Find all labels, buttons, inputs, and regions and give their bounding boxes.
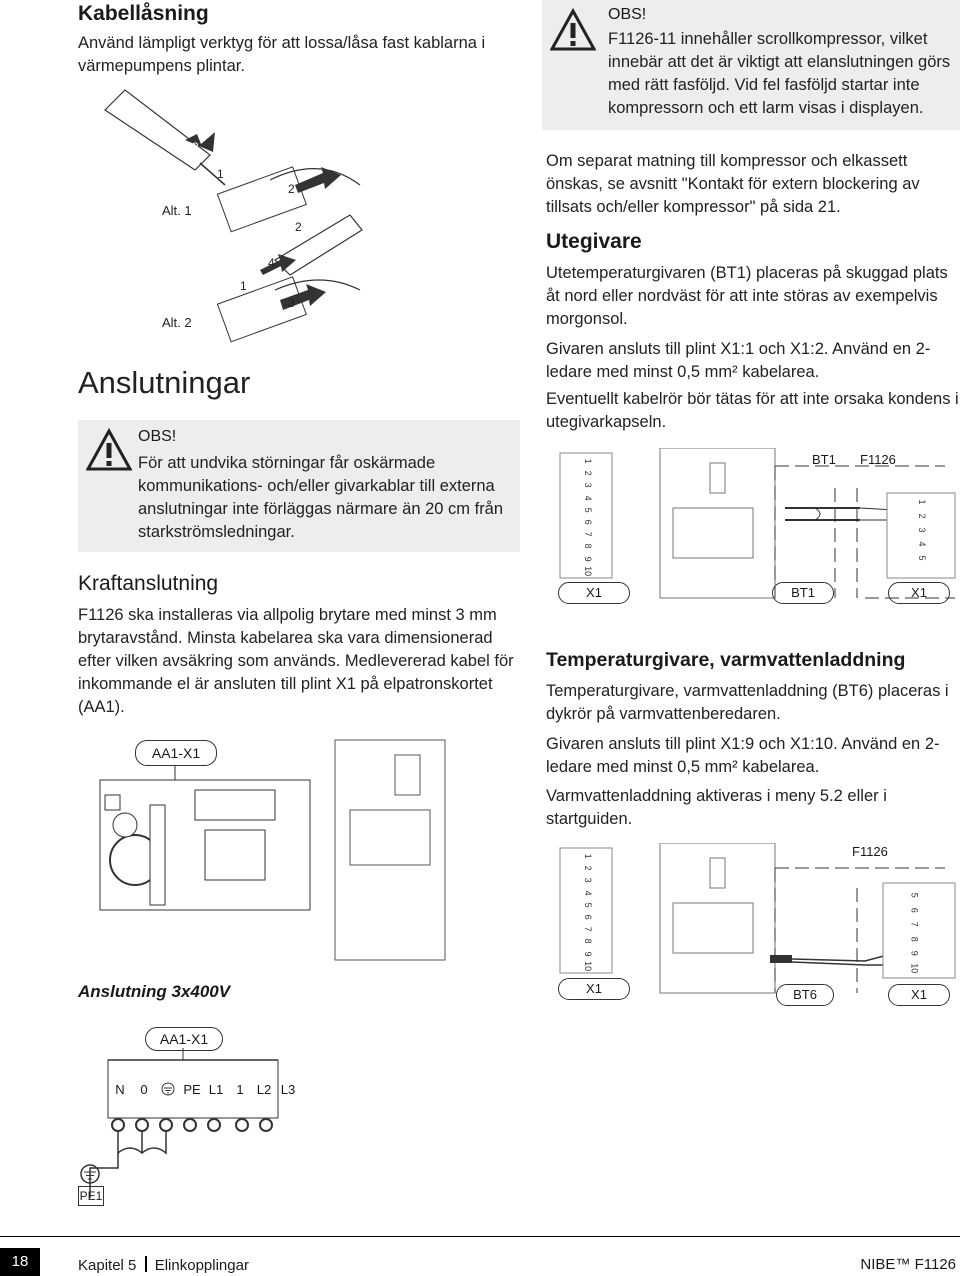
terminal-number: 8 (583, 543, 594, 549)
x1-left-label: X1 (558, 978, 630, 1000)
step-number: 4 (268, 256, 275, 270)
bt1-box-label: BT1 (772, 582, 834, 604)
screw-icon (208, 1119, 220, 1131)
terminal-number: 2 (583, 865, 594, 871)
kraftanslutning-text: F1126 ska installeras via allpolig brytare med minst 3 mm brytaravstånd. Minsta kabelarea ska vara dimensionerad efter vilken avsäkring som används. Medlevererad kabel för inkommande el är ansluten till plint X1 på elpatronskortet (AA1). (78, 606, 514, 716)
obs-warning-box-compressor (542, 0, 960, 130)
temperaturgivare-p2: Givaren ansluts till plint X1:9 och X1:10. Använd en 2-ledare med minst 0,5 mm² kabelarea. (546, 735, 940, 776)
terminal-number: 9 (583, 951, 594, 957)
x1-right-label: X1 (888, 582, 950, 604)
x1-left-label: X1 (558, 582, 630, 604)
utegivare-p2: Givaren ansluts till plint X1:1 och X1:2. Använd en 2-ledare med minst 0,5 mm² kabelarea. (546, 340, 931, 381)
warning-triangle-icon (86, 428, 132, 472)
kabellasning-title: Kabellåsning (78, 2, 209, 25)
terminal-ground (156, 1082, 180, 1099)
utegivare-title: Utegivare (546, 230, 642, 253)
kraftanslutning-title: Kraftanslutning (78, 572, 219, 595)
terminal-numbers-left-2 (578, 850, 598, 972)
step-number: 1 (217, 167, 224, 181)
alt1-label: Alt. 1 (162, 203, 192, 218)
screwdriver-icon (105, 90, 225, 185)
terminal-number: 4 (583, 890, 594, 896)
footer-chapter (78, 1256, 249, 1274)
obs-title: OBS! (608, 6, 647, 23)
obs-title: OBS! (138, 428, 177, 445)
terminal-PE: PE (183, 1082, 201, 1097)
utegivare-p1: Utetemperaturgivaren (BT1) placeras på skuggad plats åt nord eller nordväst för att inte störas av exempelvis morgonsol. (546, 264, 948, 328)
terminal-number: 7 (909, 921, 920, 927)
terminal-number: 7 (583, 531, 594, 537)
terminal-0: 0 (140, 1082, 148, 1097)
terminal-number: 7 (583, 926, 594, 932)
terminal-L1: L1 (208, 1082, 224, 1097)
f1126-label: F1126 (860, 452, 896, 467)
terminal-numbers-right-2 (904, 888, 924, 975)
terminal-number: 10 (583, 565, 594, 576)
screw-icon (184, 1119, 196, 1131)
anslutning-3x400v-title: Anslutning 3x400V (78, 982, 231, 1001)
terminal-number: 10 (583, 960, 594, 971)
terminal-number: 3 (917, 527, 927, 533)
terminal-number: 2 (917, 513, 927, 519)
terminal-number: 8 (909, 936, 920, 942)
terminal-number: 9 (583, 556, 594, 562)
terminal-N: N (115, 1082, 125, 1097)
step-number: 3 (192, 140, 199, 154)
terminal-block-icon (217, 167, 306, 232)
terminal-row (108, 1082, 300, 1099)
step-number: 2 (295, 220, 302, 234)
page-number: 18 (0, 1248, 40, 1276)
terminal-number: 5 (583, 902, 594, 908)
pe1-label: PE1 (78, 1186, 104, 1206)
terminal-number: 3 (583, 482, 594, 488)
warning-triangle-icon (550, 8, 596, 52)
terminal-number: 6 (583, 519, 594, 525)
terminal-number: 3 (583, 877, 594, 883)
step-number: 1 (240, 279, 247, 293)
footer-brand: NIBE™ F1126 (860, 1256, 956, 1273)
terminal-number: 4 (583, 495, 594, 501)
step-number: 3 (288, 296, 295, 310)
terminal-L2: L2 (256, 1082, 272, 1097)
terminal-number: 10 (909, 962, 920, 973)
chapter-label: Kapitel 5 (78, 1257, 137, 1274)
screw-icon (260, 1119, 272, 1131)
kabellasning-text: Använd lämpligt verktyg för att lossa/låsa fast kablarna i värmepumpens plintar. (78, 34, 486, 75)
terminal-numbers-left-1 (578, 455, 598, 577)
terminal-number: 9 (909, 950, 920, 956)
board-label: AA1-X1 (135, 740, 217, 766)
screw-icon (160, 1119, 172, 1131)
terminal-number: 6 (909, 907, 920, 913)
electrical-board-figure (95, 735, 450, 965)
terminal-wiring-figure (78, 1048, 308, 1198)
alt2-label: Alt. 2 (162, 315, 192, 330)
bt6-box-label: BT6 (776, 984, 834, 1006)
terminal-L3: L3 (280, 1082, 296, 1097)
ground-icon (161, 1082, 175, 1096)
terminal-number: 5 (583, 507, 594, 513)
obs-text: F1126-11 innehåller scrollkompressor, vilket innebär att det är viktigt att elanslutningen görs med rätt fasföljd. Vid fel fasföljd startar inte kompressorn och ett larm visas i displayen. (608, 30, 951, 117)
x1-right-label: X1 (888, 984, 950, 1006)
section-label: Elinkopplingar (154, 1257, 249, 1274)
step-number: 2 (288, 182, 295, 196)
obs-warning-box (78, 420, 520, 552)
terminal-number: 5 (917, 555, 927, 561)
screw-icon (236, 1119, 248, 1131)
ground-icon (78, 1162, 102, 1186)
terminal-number: 4 (917, 541, 927, 547)
bt1-label: BT1 (812, 452, 836, 467)
terminal-block-label: AA1-X1 (145, 1027, 223, 1051)
temperaturgivare-p1: Temperaturgivare, varmvattenladdning (BT6) placeras i dykrör på varmvattenberedaren. (546, 682, 949, 723)
terminal-number: 1 (917, 499, 927, 505)
terminal-number: 8 (583, 938, 594, 944)
footer-rule (0, 1236, 960, 1237)
terminal-numbers-right-1 (912, 495, 932, 565)
utegivare-p3: Eventuellt kabelrör bör tätas för att inte orsaka kondens i utegivarkapseln. (546, 390, 959, 431)
terminal-number: 1 (583, 458, 594, 464)
temperaturgivare-p3: Varmvattenladdning aktiveras i meny 5.2 eller i startguiden. (546, 787, 887, 828)
terminal-number: 5 (909, 892, 920, 898)
temperaturgivare-title: Temperaturgivare, varmvattenladdning (546, 649, 906, 671)
anslutningar-title: Anslutningar (78, 365, 251, 400)
obs-text: För att undvika störningar får oskärmade kommunikations- och/eller givarkablar till externa anslutningar inte förläggas närmare än 20 cm från starkströmsledningar. (138, 454, 504, 541)
screw-icon (136, 1119, 148, 1131)
arrow-icon (295, 167, 341, 193)
terminal-1: 1 (236, 1082, 244, 1097)
screw-icon (112, 1119, 124, 1131)
separat-matning-text: Om separat matning till kompressor och elkassett önskas, se avsnitt "Kontakt för extern blockering av tillsats och/eller kompressor" på sida 21. (546, 152, 920, 216)
terminal-number: 1 (583, 853, 594, 859)
cable-lock-tool-figure (100, 85, 480, 350)
terminal-number: 6 (583, 914, 594, 920)
f1126-label: F1126 (852, 844, 888, 859)
terminal-number: 2 (583, 470, 594, 476)
